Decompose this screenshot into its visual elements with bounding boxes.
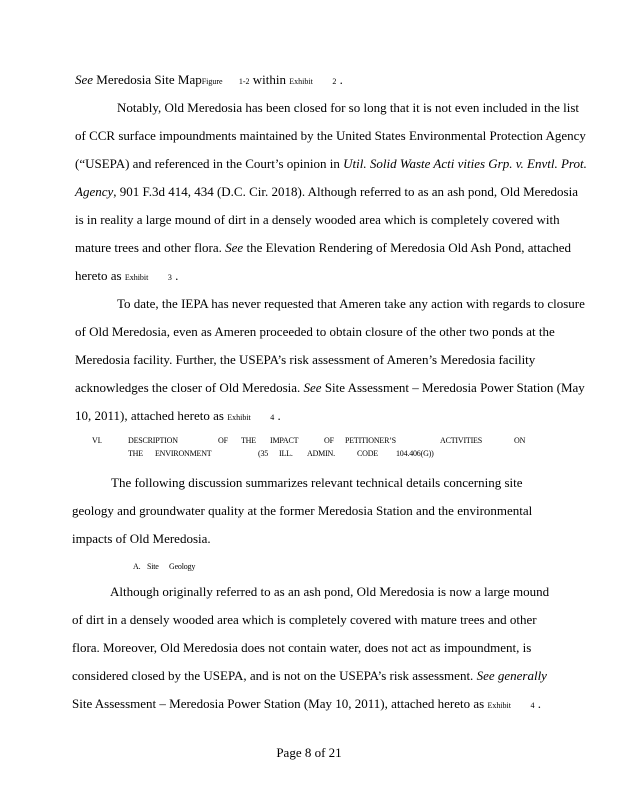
text-line: flora. Moreover, Old Meredosia does not contain water, does not act as impoundment, is	[72, 640, 532, 655]
text-line: To date, the IEPA has never requested that Ameren take any action with regards to closure	[117, 296, 585, 311]
heading-word: ENVIRONMENT	[155, 449, 212, 458]
text-line: is in reality a large mound of dirt in a densely wooded area which is completely covered with	[75, 212, 560, 227]
signal-see: See	[75, 72, 94, 87]
heading-word: IMPACT	[270, 436, 299, 445]
heading-word: ADMIN.	[307, 449, 335, 458]
subheading-word: Site	[147, 562, 159, 571]
heading-word: THE	[128, 449, 143, 458]
text-line: 10, 2011), attached hereto as Exhibit 4 .	[75, 408, 281, 423]
text-line: mature trees and other flora. See the Elevation Rendering of Meredosia Old Ash Pond, attached	[75, 240, 572, 255]
subheading-word: Geology	[169, 562, 196, 571]
text-line: geology and groundwater quality at the former Meredosia Station and the environmental	[72, 503, 533, 518]
heading-word: ACTIVITIES	[440, 436, 482, 445]
heading-word: 104.406(G))	[396, 449, 434, 458]
text-line: Agency, 901 F.3d 414, 434 (D.C. Cir. 2018). Although referred to as an ash pond, Old Meredosia	[75, 184, 578, 199]
text-line: impacts of Old Meredosia.	[72, 531, 211, 546]
text-line: See Meredosia Site MapFigure 1-2 within Exhibit 2 .	[75, 72, 343, 87]
text-line: Although originally referred to as an ash pond, Old Meredosia is now a large mound	[110, 584, 550, 599]
exhibit-label: Exhibit	[487, 701, 511, 710]
text-line: Notably, Old Meredosia has been closed for so long that it is not even included in the list	[117, 100, 580, 115]
exhibit-label: Exhibit	[227, 413, 251, 422]
text-line: acknowledges the closer of Old Meredosia. See Site Assessment – Meredosia Power Station (May	[75, 380, 585, 395]
heading-number: VI.	[92, 436, 102, 445]
page-number: Page 8 of 21	[276, 745, 342, 760]
heading-word: OF	[324, 436, 334, 445]
text-line: considered closed by the USEPA, and is not on the USEPA’s risk assessment. See generally	[72, 668, 547, 683]
figure-label: Figure	[201, 77, 223, 86]
text-line: hereto as Exhibit 3 .	[75, 268, 179, 283]
text-line: of dirt in a densely wooded area which is completely covered with mature trees and other	[72, 612, 537, 627]
text-line: The following discussion summarizes relevant technical details concerning site	[111, 475, 523, 490]
exhibit-label: Exhibit	[289, 77, 313, 86]
text-line: Meredosia facility. Further, the USEPA’s risk assessment of Ameren’s Meredosia facility	[75, 352, 536, 367]
heading-word: CODE	[357, 449, 378, 458]
text-line: of Old Meredosia, even as Ameren proceeded to obtain closure of the other two ponds at the	[75, 324, 555, 339]
text-line: (“USEPA) and referenced in the Court’s opinion in Util. Solid Waste Acti vities Grp. v. Envtl. Prot.	[75, 156, 587, 171]
text-line: Site Assessment – Meredosia Power Station (May 10, 2011), attached hereto as Exhibit 4 .	[72, 696, 541, 711]
heading-word: THE	[241, 436, 256, 445]
heading-word: ON	[514, 436, 526, 445]
heading-word: (35	[258, 449, 269, 458]
subheading-number: A.	[133, 562, 141, 571]
heading-word: PETITIONER’S	[345, 436, 396, 445]
text-line: of CCR surface impoundments maintained by the United States Environmental Protection Agency	[75, 128, 586, 143]
heading-word: OF	[218, 436, 228, 445]
heading-word: DESCRIPTION	[128, 436, 178, 445]
case-citation: Util. Solid Waste Acti vities Grp. v. Envtl. Prot.	[343, 156, 587, 171]
heading-word: ILL.	[279, 449, 293, 458]
exhibit-label: Exhibit	[124, 273, 149, 282]
